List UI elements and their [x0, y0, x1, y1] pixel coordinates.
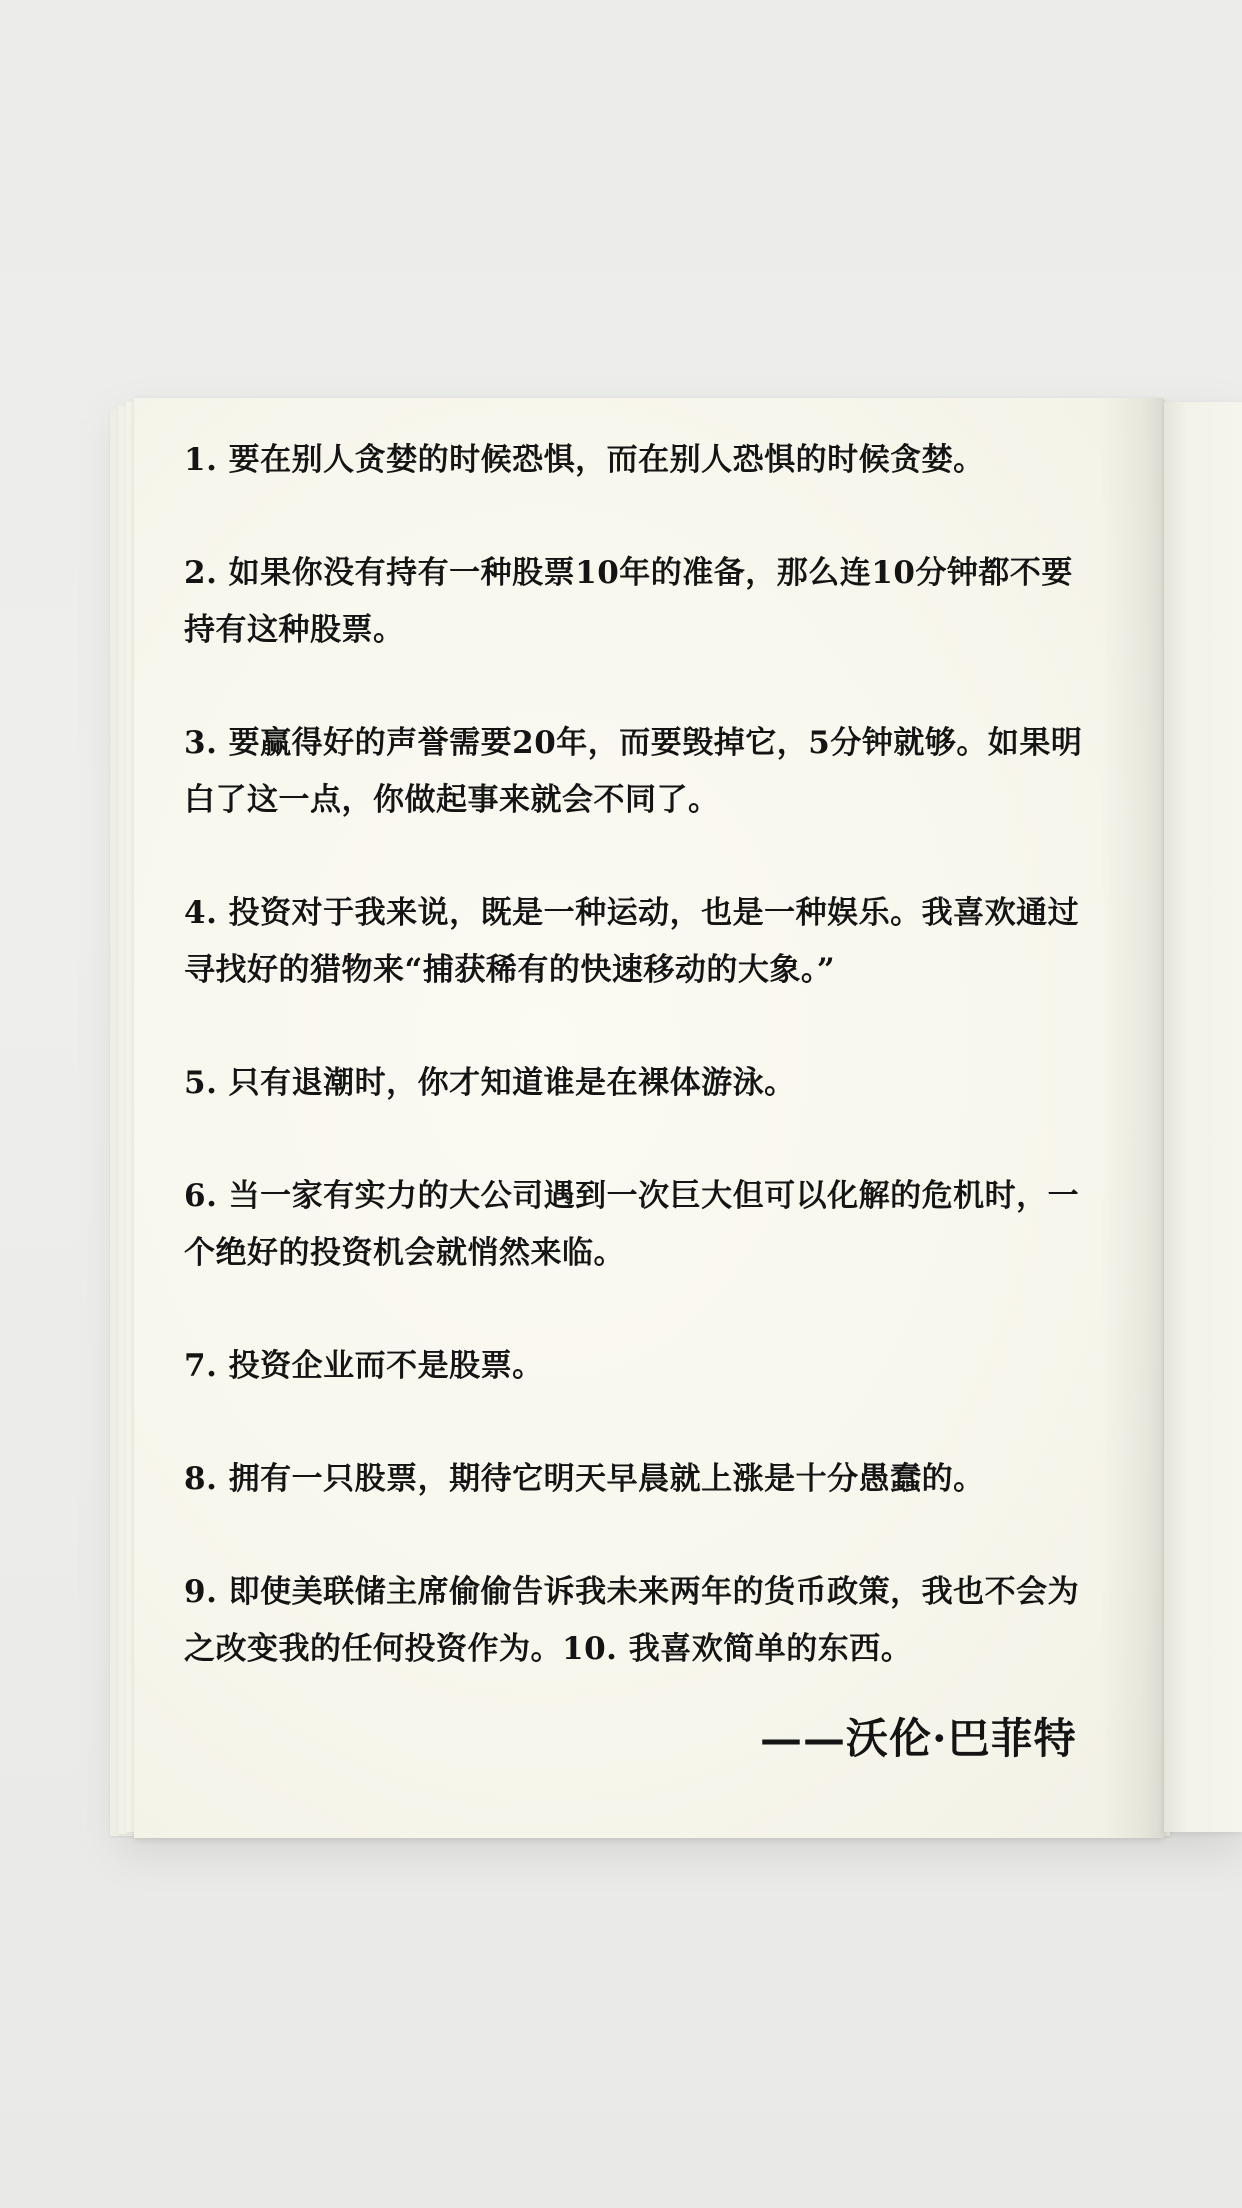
facing-page — [1164, 402, 1242, 1832]
quote-item: 4. 投资对于我来说，既是一种运动，也是一种娱乐。我喜欢通过寻找好的猎物来“捕获稀有的快速移动的大象。” — [184, 895, 1080, 988]
quote-item: 6. 当一家有实力的大公司遇到一次巨大但可以化解的危机时，一个绝好的投资机会就悄然来临。 — [184, 1178, 1080, 1271]
quote-item: 8. 拥有一只股票，期待它明天早晨就上涨是十分愚蠢的。 — [184, 1461, 985, 1497]
quote-list — [184, 432, 1104, 1734]
author-signature: ——沃伦·巴菲特 — [760, 1714, 1077, 1763]
quote-item: 5. 只有退潮时，你才知道谁是在裸体游泳。 — [184, 1065, 796, 1101]
quote-item: 2. 如果你没有持有一种股票10年的准备，那么连10分钟都不要持有这种股票。 — [184, 555, 1073, 648]
quote-item: 9. 即使美联储主席偷偷告诉我未来两年的货币政策，我也不会为之改变我的任何投资作为。10. 我喜欢简单的东西。 — [184, 1574, 1080, 1667]
quote-item: 1. 要在别人贪婪的时候恐惧，而在别人恐惧的时候贪婪。 — [184, 442, 985, 478]
quote-item: 7. 投资企业而不是股票。 — [184, 1348, 544, 1384]
quote-item: 3. 要赢得好的声誉需要20年，而要毁掉它，5分钟就够。如果明白了这一点，你做起事来就会不同了。 — [184, 725, 1083, 818]
book-gutter — [1100, 398, 1164, 1838]
